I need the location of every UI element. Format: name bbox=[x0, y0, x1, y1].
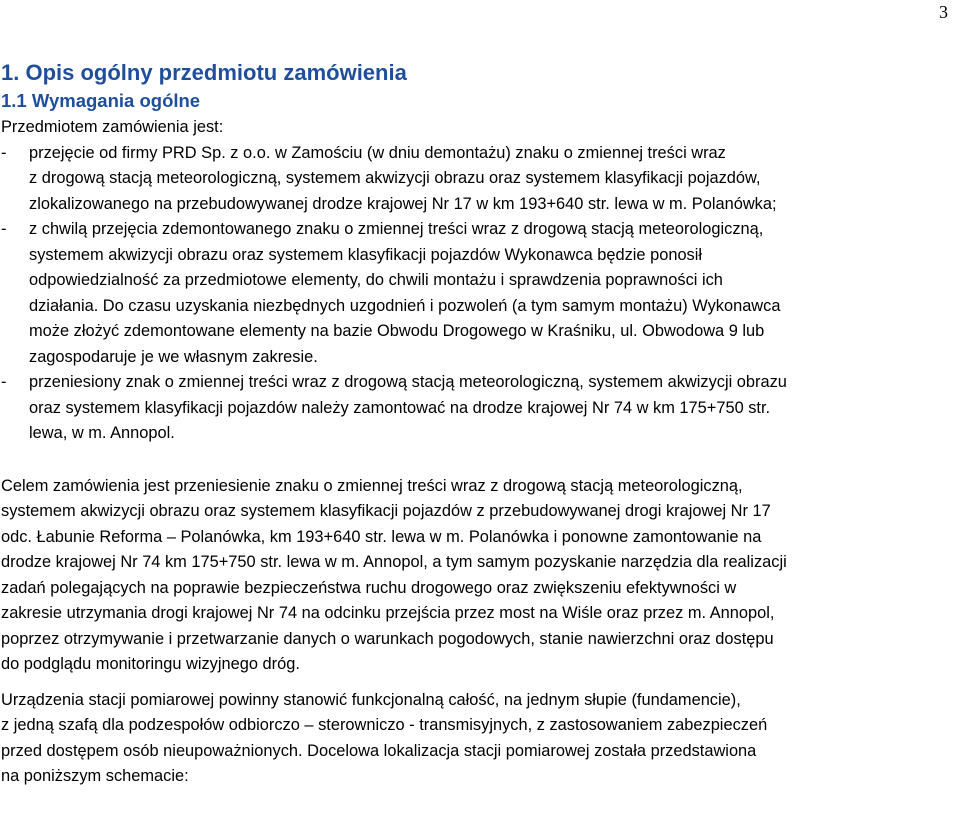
paragraph-line: poprzez otrzymywanie i przetwarzanie danych o warunkach pogodowych, stanie nawierzchni oraz dostępu bbox=[1, 629, 774, 648]
paragraph-line: Urządzenia stacji pomiarowej powinny stanowić funkcjonalną całość, na jednym słupie (fundamencie), bbox=[1, 690, 741, 709]
intro-line: Przedmiotem zamówienia jest: bbox=[1, 118, 224, 136]
bullet-text-line: oraz systemem klasyfikacji pojazdów należy zamontować na drodze krajowej Nr 74 w km 175+750 str. bbox=[29, 398, 771, 417]
bullet-text-line: odpowiedzialność za przedmiotowe elementy, do chwili montażu i sprawdzenia poprawności ich bbox=[29, 271, 723, 289]
bullet-dash: - bbox=[1, 143, 7, 162]
bullet-text-line: systemem akwizycji obrazu oraz systemem klasyfikacji pojazdów Wykonawca będzie ponosił bbox=[29, 245, 703, 264]
bullet-item bbox=[0, 370, 960, 447]
bullet-item bbox=[0, 217, 960, 370]
bullet-text-line: lewa, w m. Annopol. bbox=[29, 424, 175, 442]
paragraph-station bbox=[0, 688, 960, 790]
document-body bbox=[0, 115, 960, 790]
paragraph-purpose bbox=[0, 474, 960, 678]
paragraph-line: przed dostępem osób nieupoważnionych. Docelowa lokalizacja stacji pomiarowej została przedstawiona bbox=[1, 741, 757, 760]
paragraph-line: zakresie utrzymania drogi krajowej Nr 74 na odcinku przejścia przez most na Wiśle oraz przez m. Annopol, bbox=[1, 604, 775, 622]
paragraph-line: Celem zamówienia jest przeniesienie znaku o zmiennej treści wraz z drogową stacją meteorologiczną, bbox=[1, 476, 743, 495]
paragraph-line: odc. Łabunie Reforma – Polanówka, km 193+640 str. lewa w m. Polanówka i ponowne zamontowanie na bbox=[1, 527, 762, 546]
bullet-text-line: może złożyć zdemontowane elementy na bazie Obwodu Drogowego w Kraśniku, ul. Obwodowa 9 lub bbox=[29, 322, 765, 340]
paragraph-line: zadań polegających na poprawie bezpieczeństwa ruchu drogowego oraz zwiększeniu efektywności w bbox=[1, 578, 737, 597]
paragraph-line: z jedną szafą dla podzespołów odbiorczo – sterowniczo - transmisyjnych, z zastosowaniem zabezpieczeń bbox=[1, 716, 768, 734]
paragraph-line: drodze krajowej Nr 74 km 175+750 str. lewa w m. Annopol, a tym samym pozyskanie narzędzia dla realizacji bbox=[1, 553, 787, 571]
bullet-item bbox=[0, 141, 960, 218]
paragraph-gap bbox=[0, 447, 960, 474]
bullet-text-line: zlokalizowanego na przebudowywanej drodze krajowej Nr 17 w km 193+640 str. lewa w m. Polanówka; bbox=[29, 194, 777, 213]
bullet-list bbox=[0, 141, 960, 447]
heading-level-1: 1. Opis ogólny przedmiotu zamówienia bbox=[1, 60, 407, 85]
bullet-text-line: działania. Do czasu uzyskania niezbędnych uzgodnień i pozwoleń (a tym samym montażu) Wykonawca bbox=[29, 296, 781, 315]
bullet-text-line: z drogową stacją meteorologiczną, systemem akwizycji obrazu oraz systemem klasyfikacji pojazdów, bbox=[29, 169, 761, 187]
bullet-text-line: zagospodaruje je we własnym zakresie. bbox=[29, 347, 318, 366]
section-headings bbox=[0, 58, 960, 114]
paragraph-gap bbox=[0, 678, 960, 688]
bullet-dash: - bbox=[1, 373, 7, 391]
paragraph-line: na poniższym schemacie: bbox=[1, 767, 189, 785]
bullet-text-line: przejęcie od firmy PRD Sp. z o.o. w Zamościu (w dniu demontażu) znaku o zmiennej treści wraz bbox=[29, 143, 726, 162]
bullet-text-line: przeniesiony znak o zmiennej treści wraz z drogową stacją meteorologiczną, systemem akwizycji obrazu bbox=[29, 373, 787, 391]
bullet-text-line: z chwilą przejęcia zdemontowanego znaku o zmiennej treści wraz z drogową stacją meteorologiczną, bbox=[29, 220, 764, 238]
bullet-dash: - bbox=[1, 220, 7, 238]
page-number: 3 bbox=[939, 2, 948, 22]
paragraph-line: systemem akwizycji obrazu oraz systemem klasyfikacji pojazdów z przebudowywanej drogi krajowej Nr 17 bbox=[1, 502, 771, 520]
paragraph-line: do podglądu monitoringu wizyjnego dróg. bbox=[1, 655, 300, 673]
heading-level-2: 1.1 Wymagania ogólne bbox=[1, 90, 201, 111]
